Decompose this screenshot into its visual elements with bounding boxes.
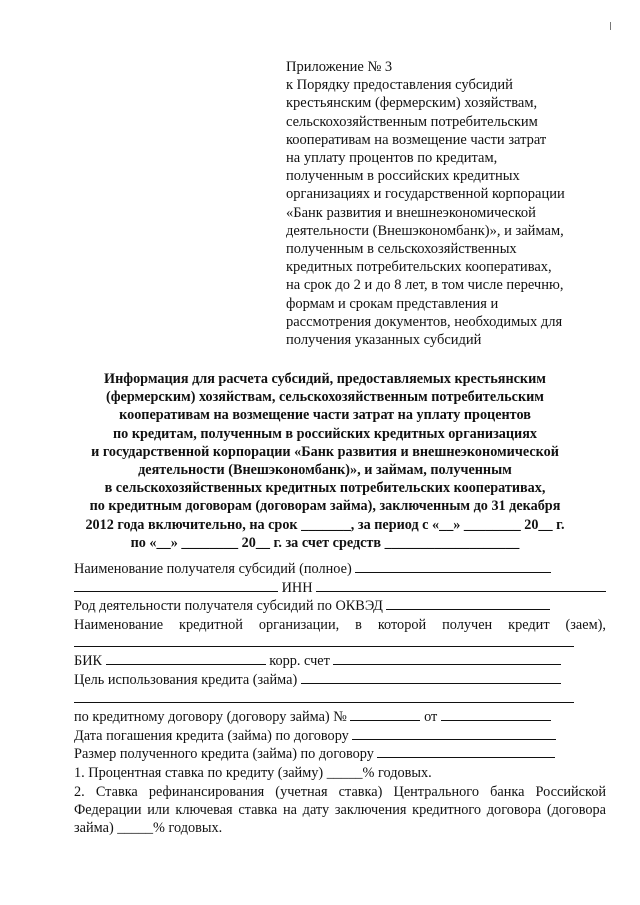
- appendix-line: полученным в сельскохозяйственных: [286, 241, 517, 258]
- item1-row: [74, 764, 606, 783]
- appendix-line: на срок до 2 и до 8 лет, в том числе перечню,: [286, 277, 564, 294]
- appendix-line: организациях и государственной корпорации: [286, 186, 565, 203]
- repayment-date-label: Дата погашения кредита (займа) по договору: [74, 727, 349, 744]
- item2-suffix: % годовых.: [153, 819, 223, 836]
- item1-prefix: 1. Процентная ставка по кредиту (займу): [74, 764, 324, 781]
- bik-field[interactable]: [106, 652, 266, 665]
- document-heading: [60, 370, 590, 552]
- item1-rate-field[interactable]: _____: [326, 764, 363, 781]
- appendix-title: Приложение № 3: [286, 59, 393, 75]
- credit-org-row: [74, 616, 606, 634]
- purpose-field-row: [74, 690, 606, 709]
- purpose-field[interactable]: [301, 671, 561, 684]
- bik-label: БИК: [74, 653, 103, 670]
- scan-mark: [610, 22, 611, 30]
- contract-row: [74, 708, 606, 727]
- contract-date-field[interactable]: [441, 708, 551, 721]
- heading-line: по «__» ________ 20__ г. за счет средств ___________________: [130, 534, 520, 551]
- repayment-date-field[interactable]: [352, 727, 556, 740]
- inn-row: [74, 579, 606, 598]
- amount-row: [74, 745, 606, 764]
- recipient-name-row: [74, 560, 606, 579]
- bik-row: [74, 652, 606, 671]
- appendix-line: деятельности (Внешэкономбанк)», и займам,: [286, 222, 564, 239]
- credit-org-field[interactable]: [74, 634, 574, 647]
- corr-account-label: корр. счет: [269, 653, 330, 670]
- heading-line: 2012 года включительно, на срок _______, за период с «__» ________ 20__ г.: [85, 516, 565, 533]
- appendix-line: сельскохозяйственным потребительским: [286, 113, 538, 130]
- inn-field[interactable]: [316, 579, 606, 592]
- heading-line: кооперативам на возмещение части затрат на уплату процентов: [119, 407, 531, 424]
- heading-line: и государственной корпорации «Банк развития и внешнеэкономической: [91, 443, 559, 460]
- heading-line: в сельскохозяйственных кредитных потребительских кооперативах,: [104, 480, 546, 497]
- heading-line: Информация для расчета субсидий, предоставляемых крестьянским: [104, 371, 546, 387]
- item2-row: [74, 783, 606, 837]
- recipient-name-label: Наименование получателя субсидий (полное): [74, 561, 352, 577]
- purpose-field-cont[interactable]: [74, 690, 574, 703]
- heading-line: по кредитным договорам (договорам займа), заключенным до 31 декабря: [89, 498, 561, 515]
- item2-rate-field[interactable]: _____: [117, 819, 154, 836]
- recipient-name-field[interactable]: [355, 560, 551, 573]
- appendix-line: кредитных потребительских кооперативах,: [286, 259, 552, 276]
- appendix-line: получения указанных субсидий: [286, 332, 482, 349]
- heading-line: деятельности (Внешэкономбанк)», и займам, полученным: [138, 462, 512, 479]
- item1-suffix: % годовых.: [362, 764, 432, 781]
- credit-org-field-row: [74, 634, 606, 653]
- contract-label: по кредитному договору (договору займа) №: [74, 709, 347, 726]
- inn-label: ИНН: [281, 579, 313, 596]
- appendix-line: полученным в российских кредитных: [286, 168, 520, 185]
- appendix-line: формам и срокам представления и: [286, 295, 499, 312]
- amount-label: Размер полученного кредита (займа) по договору: [74, 746, 374, 763]
- okved-row: [74, 597, 606, 616]
- purpose-label: Цель использования кредита (займа): [74, 671, 298, 688]
- okved-label: Род деятельности получателя субсидий по ОКВЭД: [74, 598, 383, 615]
- appendix-line: «Банк развития и внешнеэкономической: [286, 204, 536, 221]
- appendix-line: к Порядку предоставления субсидий: [286, 77, 513, 94]
- recipient-name-field-cont[interactable]: [74, 579, 278, 592]
- appendix-line: кооперативам на возмещение части затрат: [286, 131, 547, 148]
- from-label: от: [424, 709, 438, 726]
- repayment-row: [74, 727, 606, 746]
- appendix-line: на уплату процентов по кредитам,: [286, 150, 498, 167]
- heading-line: (фермерским) хозяйствам, сельскохозяйственным потребительским: [106, 389, 544, 406]
- heading-line: по кредитам, полученным в российских кредитных организациях: [113, 425, 537, 442]
- appendix-line: рассмотрения документов, необходимых для: [286, 313, 563, 330]
- corr-account-field[interactable]: [333, 652, 561, 665]
- amount-field[interactable]: [377, 745, 555, 758]
- item2-text: 2. Ставка рефинансирования (учетная ставка) Центрального банка Российской Федерации или ключевая ставка на дату заключения кредитного договора (договора займа): [74, 783, 606, 836]
- purpose-row: [74, 671, 606, 690]
- okved-field[interactable]: [386, 597, 550, 610]
- contract-number-field[interactable]: [350, 708, 420, 721]
- credit-org-label: Наименование кредитной организации, в которой получен кредит (заем),: [74, 616, 606, 633]
- appendix-block: [286, 58, 586, 349]
- appendix-line: крестьянским (фермерским) хозяйствам,: [286, 95, 538, 112]
- info-form: [74, 560, 606, 837]
